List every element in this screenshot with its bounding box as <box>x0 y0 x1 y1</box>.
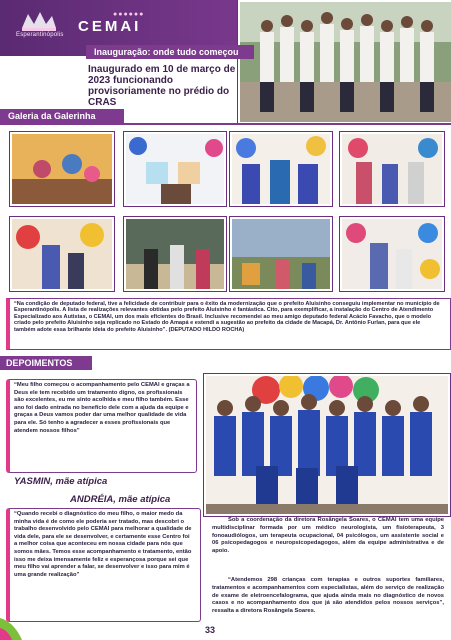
gallery-photo-2 <box>124 132 226 206</box>
team-photo <box>204 374 450 516</box>
gallery-heading: Galeria da Galerinha <box>0 109 124 123</box>
gallery-photo-6 <box>124 217 226 291</box>
logo-text: Esperantinópolis <box>16 32 64 38</box>
team-paragraph: Sob a coordenação da diretora Rosângela Soares, o CEMAI tem uma equipe multidisciplinar formada por um médico neurologista, um fisioterapeuta, 3 fonoaudiólogos, um terapeuta ocupacional, 04 psicólogos, um assistente social e 06 psicopedagogos e neuropsicopedagogos, além da equipe administrativa e de apoio. <box>212 517 444 555</box>
inauguration-heading: Inauguração: onde tudo começou <box>86 45 254 59</box>
gallery-photo-4 <box>340 132 444 206</box>
deputy-quote-text: “Na condição de deputado federal, tive a felicidade de contribuir para o êxito da modernização que o prefeito Aluisinho conseguiu implementar no município de Esperantinópolis. A lista de realizações relevantes obtidas pelo prefeito Aluisinho é fantástica. Cito, para exemplificar, a instalação do Centro de Atendimento Especializado aos Autistas, o CEMAI, um dos mais eficientes do Brasil. Inclusive recomendei ao meu amigo deputado federal Acácio Favacho, que o modelo criado pelo prefeito Aluisinho seja replicado no Estado do Amapá e estendi a sugestão ao prefeito da cidade de Macapá, Dr. Antônio Furlan, para que ele também adote essa brilhante ideia do prefeito Aluisinho”. (DEPUTADO HILDO ROCHA) <box>14 301 440 333</box>
page-number: 33 <box>205 625 216 635</box>
decorative-leaf-icon <box>0 600 30 640</box>
testimonial-name-2: ANDRÉIA, mãe atípica <box>70 494 171 505</box>
header-dots: ●●●●●● <box>113 11 145 18</box>
testimonial-text-1: “Meu filho começou o acompanhamento pelo CEMAI e graças a Deus ele tem recebido um tratamento digno, os profissionais são excelentes, eu me sinto acolhida e meu filho também. Esse ano foi dado entrada no benefício dele com a ajuda da equipe e graças a Deus vamos poder dar uma melhor qualidade de vida para ele. Só tenho a agradecer a esses profissionais que atendem nossos filhos” <box>14 382 190 434</box>
gallery-photo-1 <box>10 132 114 206</box>
gallery-photo-5 <box>10 217 114 291</box>
testimonial-name-1: YASMIN, mãe atípica <box>14 476 108 487</box>
page-title: CEMAI <box>78 18 142 35</box>
inauguration-subtitle: Inaugurado em 10 de março de 2023 funcionando provisoriamente no prédio do CRAS <box>88 64 236 108</box>
services-paragraph: “Atendemos 298 crianças com terapias e outros suportes familiares, tratamentos e acompanhamentos com especialistas, além do serviço de realização de exame de eletroencefalograma, que ajuda ainda mais no diagnóstico de novos casos e no acompanhamento dos que já são atendidos pelos nossos serviços”, ressalta a diretora Rosângela Soares. <box>212 577 444 615</box>
gallery-divider <box>0 123 451 125</box>
cemai-logo-icon <box>18 10 58 32</box>
inauguration-photo <box>238 0 451 124</box>
testimonial-text-2: “Quando recebi o diagnóstico do meu filho, o maior medo da minha vida é de como ele poderia ser tratado, mas descobri o trabalho desenvolvido pelo CEMAI para melhorar a qualidade de vida dele, para ele se desenvolver, e certamente esse Centro foi a melhor coisa que aconteceu em nossa cidade para nós que somos mães. Temos esse acompanhamento e tratamento, então isso me deixa imensamente feliz e esperançosa porque sei que meu filho vai aprender a falar, se desenvolver e isso para mim é uma grande realização” <box>14 511 192 578</box>
gallery-photo-3 <box>230 132 332 206</box>
gallery-photo-7 <box>230 217 332 291</box>
testimonials-heading: DEPOIMENTOS <box>0 356 92 370</box>
gallery-photo-8 <box>340 217 444 291</box>
